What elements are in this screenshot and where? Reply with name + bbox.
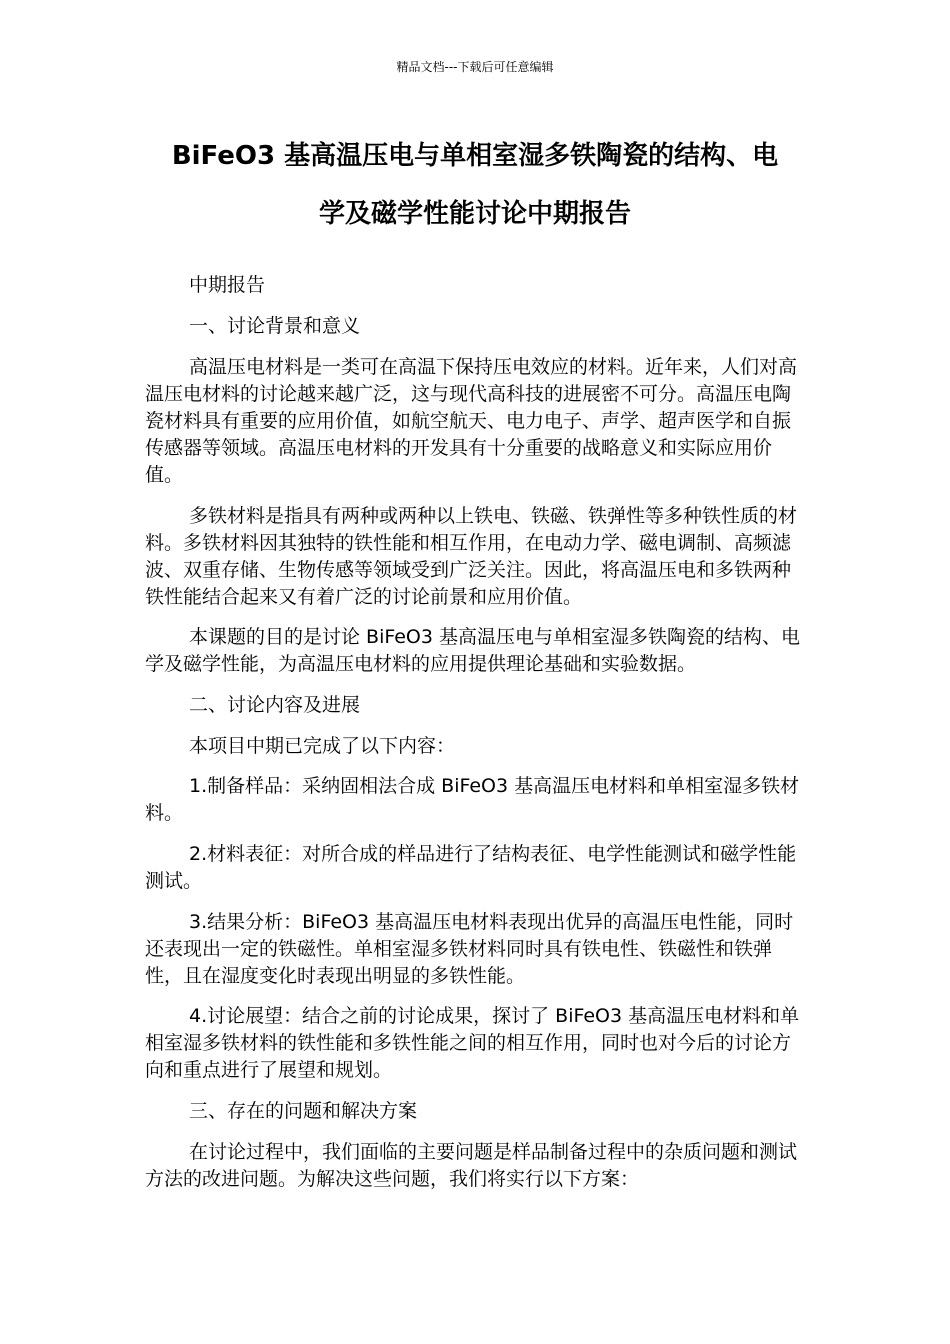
document-title-line-2: 学及磁学性能讨论中期报告 [318, 199, 631, 229]
section-label-report: 中期报告 [189, 274, 266, 296]
paragraph-multiferroic: 多铁材料是指具有两种或两种以上铁电、铁磁、铁弹性等多种铁性质的材料。多铁材料因其独特的铁性能和相互作用，在电动力学、磁电调制、高频滤波、双重存储、生物传感等领域受到广泛关注。因此，将高温压电和多铁两种铁性能结合起来又有着广泛的讨论前景和应用价值。 [145, 504, 798, 608]
list-item-outlook: 4.讨论展望：结合之前的讨论成果，探讨了 BiFeO3 基高温压电材料和单相室湿多铁材料的铁性能和多铁性能之间的相互作用，同时也对今后的讨论方向和重点进行了展望和规划。 [145, 1005, 800, 1082]
paragraph-high-temp-piezo: 高温压电材料是一类可在高温下保持压电效应的材料。近年来，人们对高温压电材料的讨论越来越广泛，这与现代高科技的进展密不可分。高温压电陶瓷材料具有重要的应用价值，如航空航天、电力电子、声学、超声医学和自振传感器等领域。高温压电材料的开发具有十分重要的战略意义和实际应用价值。 [145, 356, 798, 486]
section-heading-problems: 三、存在的问题和解决方案 [189, 1099, 418, 1122]
section-heading-content: 二、讨论内容及进展 [189, 693, 361, 716]
page-header: 精品文档---下载后可任意编辑 [396, 60, 554, 74]
list-item-results: 3.结果分析：BiFeO3 基高温压电材料表现出优异的高温压电性能，同时还表现出一定的铁磁性。单相室湿多铁材料同时具有铁电性、铁磁性和铁弹性，且在湿度变化时表现出明显的多铁性能。 [145, 910, 794, 987]
document-body [145, 272, 805, 1206]
paragraph-purpose: 本课题的目的是讨论 BiFeO3 基高温压电与单相室湿多铁陶瓷的结构、电学及磁学性能，为高温压电材料的应用提供理论基础和实验数据。 [145, 626, 801, 676]
section-heading-background: 一、讨论背景和意义 [189, 315, 361, 337]
paragraph-problems: 在讨论过程中，我们面临的主要问题是样品制备过程中的杂质问题和测试方法的改进问题。为解决这些问题，我们将实行以下方案： [145, 1140, 798, 1190]
document-title-line-1: BiFeO3 基高温压电与单相室湿多铁陶瓷的结构、电 [171, 141, 779, 171]
list-item-sample-prep: 1.制备样品：采纳固相法合成 BiFeO3 基高温压电材料和单相室湿多铁材料。 [145, 775, 800, 825]
list-item-characterization: 2.材料表征：对所合成的样品进行了结构表征、电学性能测试和磁学性能测试。 [145, 842, 797, 892]
paragraph-completed-intro: 本项目中期已完成了以下内容： [189, 734, 456, 757]
